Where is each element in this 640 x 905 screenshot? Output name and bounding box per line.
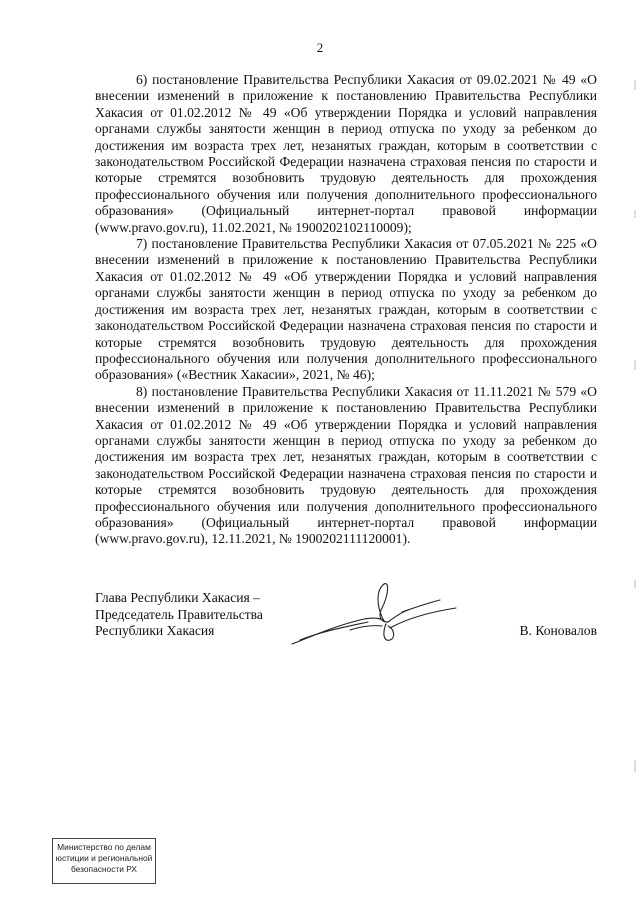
stamp-line: Министерство по делам xyxy=(57,842,151,852)
signer-name: В. Коновалов xyxy=(519,623,597,638)
list-item-7: 7) постановление Правительства Республики Хакасия от 07.05.2021 № 225 «О внесении изменений в приложение к постановлению Правительства Республики Хакасия от 01.02.2012 № 49 «Об утверждении Порядка и условий направления органами службы занятости женщин в период отпуска по уходу за ребенком до достижения им возраста трех лет, незанятых граждан, которым в соответствии с законодательством Российской Федерации назначена страховая пенсия по старости и которые стремятся возобновить трудовую деятельность для прохождения профессионального обучения или получения дополнительного профессионального образования» («Вестник Хакасии», 2021, № 46); xyxy=(95,236,597,383)
stamp-line: юстиции и региональной xyxy=(55,853,153,863)
document-body xyxy=(95,72,597,548)
scan-edge-marks xyxy=(634,60,636,840)
signer-position-line: Глава Республики Хакасия – xyxy=(95,590,260,605)
page-number: 2 xyxy=(316,40,324,55)
stamp-line: безопасности РХ xyxy=(70,864,138,874)
signer-position-line: Председатель Правительства xyxy=(95,606,263,622)
list-item-6: 6) постановление Правительства Республики Хакасия от 09.02.2021 № 49 «О внесении изменений в приложение к постановлению Правительства Республики Хакасия от 01.02.2012 № 49 «Об утверждении Порядка и условий направления органами службы занятости женщин в период отпуска по уходу за ребенком до достижения им возраста трех лет, незанятых граждан, которым в соответствии с законодательством Российской Федерации назначена страховая пенсия по старости и которые стремятся возобновить трудовую деятельность для прохождения профессионального обучения или получения дополнительного профессионального образования» (Официальный интернет-портал правовой информации (www.pravo.gov.ru), 11.02.2021, № 1900202102110009); xyxy=(95,72,597,235)
registration-stamp xyxy=(52,838,156,884)
list-item-8: 8) постановление Правительства Республики Хакасия от 11.11.2021 № 579 «О внесении изменений в приложение к постановлению Правительства Республики Хакасия от 01.02.2012 № 49 «Об утверждении Порядка и условий направления органами службы занятости женщин в период отпуска по уходу за ребенком до достижения им возраста трех лет, незанятых граждан, которым в соответствии с законодательством Российской Федерации назначена страховая пенсия по старости и которые стремятся возобновить трудовую деятельность для прохождения профессионального обучения или получения дополнительного профессионального образования» (Официальный интернет-портал правовой информации (www.pravo.gov.ru), 12.11.2021, № 1900202111120001). xyxy=(95,383,597,547)
signer-position-line: Республики Хакасия xyxy=(95,623,215,639)
handwritten-signature xyxy=(290,582,460,652)
